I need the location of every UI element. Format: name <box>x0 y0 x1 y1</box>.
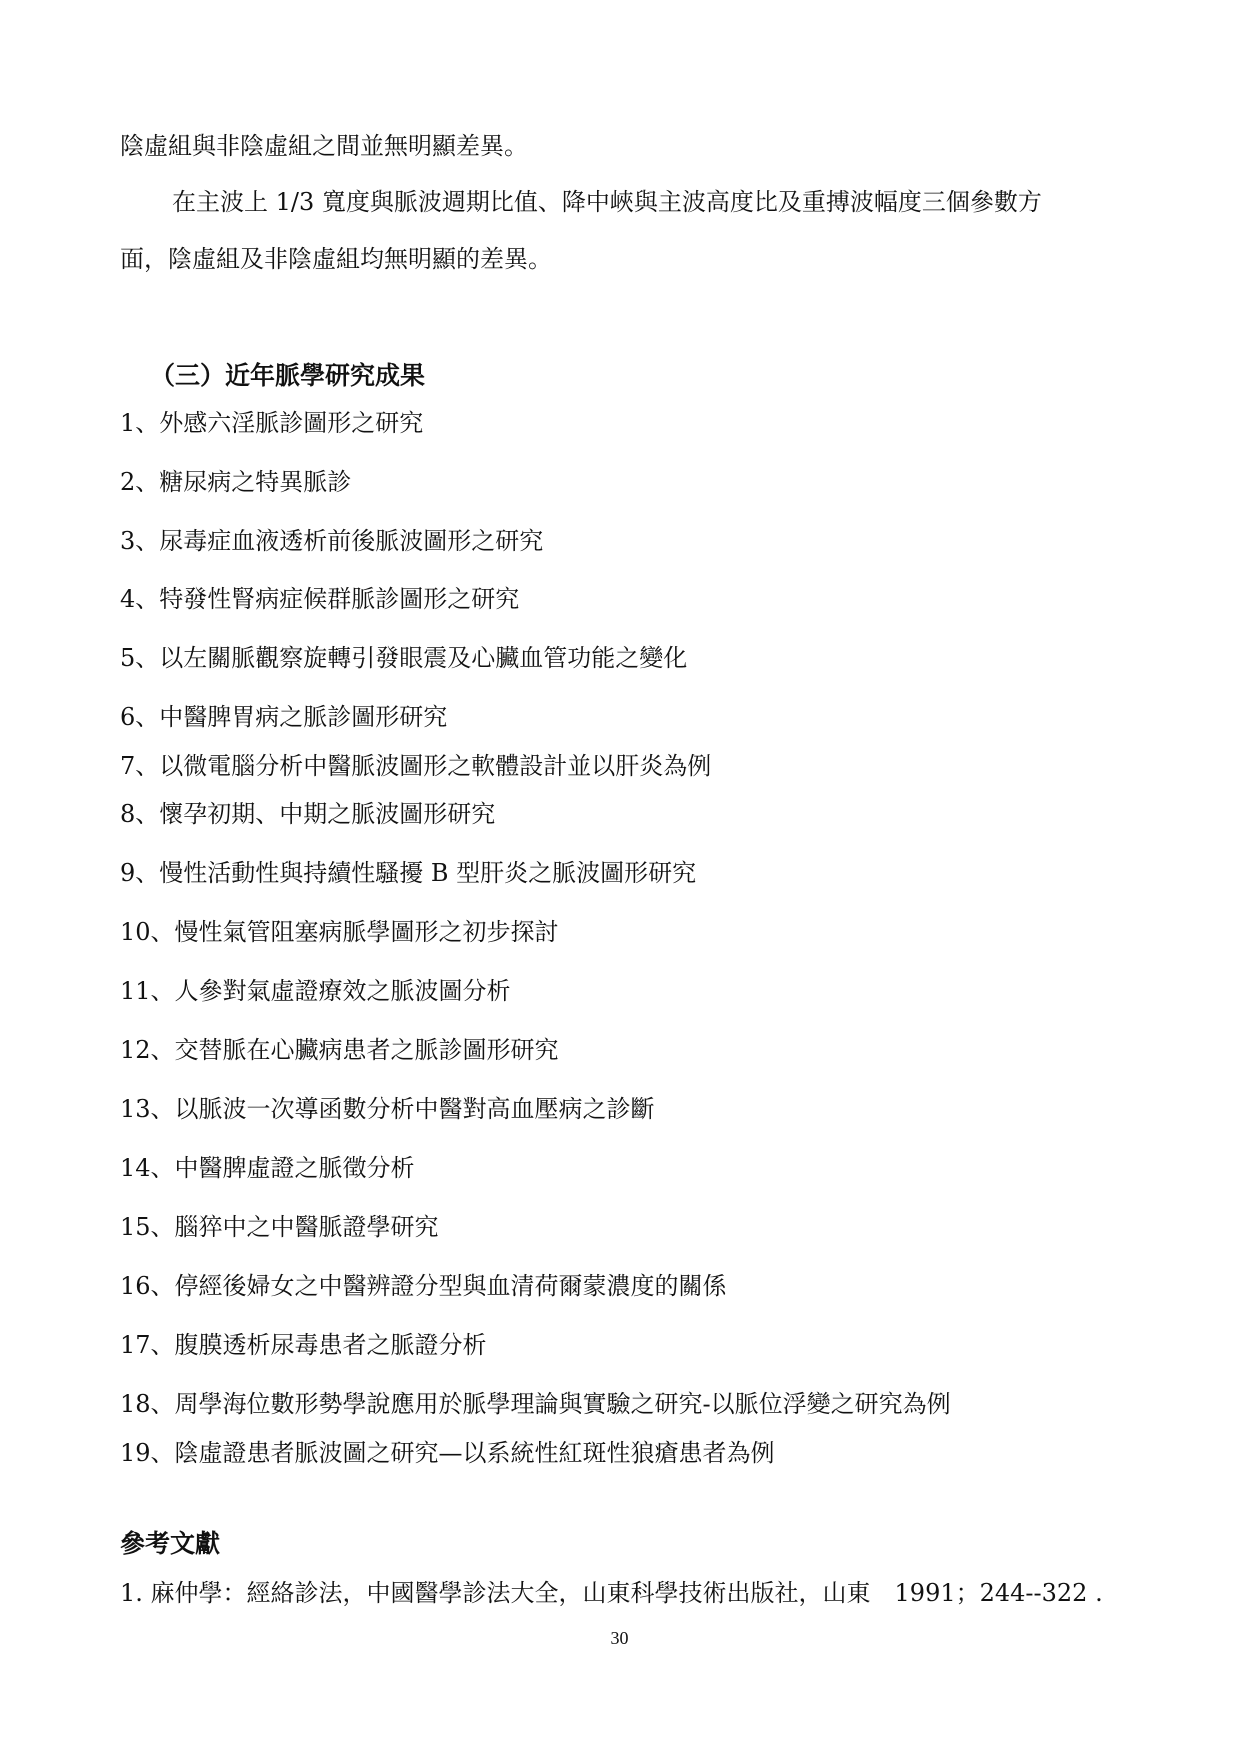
list-item: 19、陰虛證患者脈波圖之研究—以系統性紅斑性狼瘡患者為例 <box>120 1439 775 1467</box>
list-item: 9、慢性活動性與持續性騷擾 B 型肝炎之脈波圖形研究 <box>120 859 697 887</box>
paragraph-3: 面，陰虛組及非陰虛組均無明顯的差異。 <box>120 245 552 273</box>
list-item: 5、以左關脈觀察旋轉引發眼震及心臟血管功能之變化 <box>120 644 688 672</box>
reference-item: 1. 麻仲學：經絡診法，中國醫學診法大全，山東科學技術出版社，山東 1991；244--322 . <box>120 1579 1103 1607</box>
list-item: 12、交替脈在心臟病患者之脈診圖形研究 <box>120 1036 559 1064</box>
list-item: 11、人參對氣虛證療效之脈波圖分析 <box>120 977 511 1005</box>
list-item: 3、尿毒症血液透析前後脈波圖形之研究 <box>120 527 544 555</box>
list-item: 6、中醫脾胃病之脈診圖形研究 <box>120 703 448 731</box>
references-heading: 參考文獻 <box>120 1529 221 1558</box>
list-item: 17、腹膜透析尿毒患者之脈證分析 <box>120 1331 487 1359</box>
list-item: 8、懷孕初期、中期之脈波圖形研究 <box>120 800 496 828</box>
list-item: 13、以脈波一次導函數分析中醫對高血壓病之診斷 <box>120 1095 655 1123</box>
paragraph-1: 陰虛組與非陰虛組之間並無明顯差異。 <box>120 132 528 160</box>
list-item: 15、腦猝中之中醫脈證學研究 <box>120 1213 439 1241</box>
list-item: 7、以微電腦分析中醫脈波圖形之軟體設計並以肝炎為例 <box>120 752 712 780</box>
list-item: 1、外感六淫脈診圖形之研究 <box>120 409 424 437</box>
section-heading: （三）近年脈學研究成果 <box>150 361 426 390</box>
list-item: 4、特發性腎病症候群脈診圖形之研究 <box>120 585 520 613</box>
list-item: 18、周學海位數形勢學說應用於脈學理論與實驗之研究-以脈位浮變之研究為例 <box>120 1390 951 1418</box>
page-number: 30 <box>610 1628 629 1648</box>
list-item: 10、慢性氣管阻塞病脈學圖形之初步探討 <box>120 918 559 946</box>
list-item: 14、中醫脾虛證之脈徵分析 <box>120 1154 415 1182</box>
list-item: 16、停經後婦女之中醫辨證分型與血清荷爾蒙濃度的關係 <box>120 1272 727 1300</box>
list-item: 2、糖尿病之特異脈診 <box>120 468 352 496</box>
paragraph-2: 在主波上 1/3 寬度與脈波週期比值、降中峽與主波高度比及重搏波幅度三個參數方 <box>172 188 1042 216</box>
